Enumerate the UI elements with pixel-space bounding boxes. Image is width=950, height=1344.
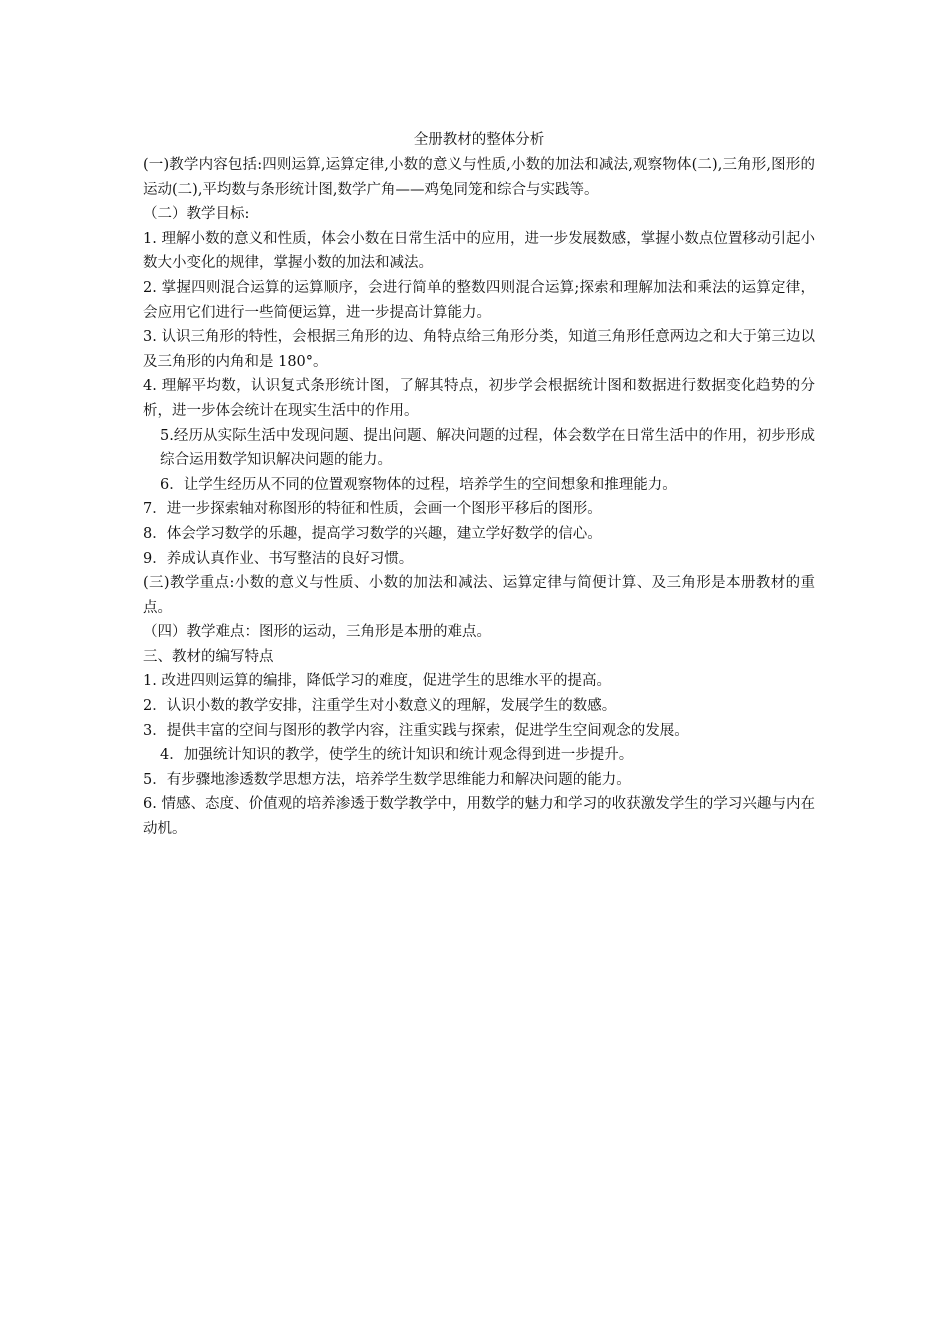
paragraph-key-points: (三)教学重点:小数的意义与性质、小数的加法和减法、运算定律与简便计算、及三角形是本册教材的重点。 — [143, 575, 815, 616]
document-page — [143, 128, 815, 842]
goal-item-9: 9．养成认真作业、书写整洁的良好习惯。 — [143, 550, 414, 567]
goal-item-3: 3. 认识三角形的特性，会根据三角形的边、角特点给三角形分类，知道三角形任意两边之和大于第三边以及三角形的内角和是 180°。 — [143, 329, 815, 370]
goal-item-8: 8．体会学习数学的乐趣，提高学习数学的兴趣，建立学好数学的信心。 — [143, 525, 602, 542]
goal-item-1: 1. 理解小数的意义和性质，体会小数在日常生活中的应用，进一步发展数感，掌握小数点位置移动引起小数大小变化的规律，掌握小数的加法和减法。 — [143, 230, 815, 272]
feature-item-1: 1. 改进四则运算的编排，降低学习的难度，促进学生的思维水平的提高。 — [143, 673, 611, 690]
feature-item-3: 3．提供丰富的空间与图形的教学内容，注重实践与探索，促进学生空间观念的发展。 — [143, 722, 689, 739]
feature-item-4: 4．加强统计知识的教学，使学生的统计知识和统计观念得到进一步提升。 — [160, 747, 634, 764]
heading-teaching-goals: （二）教学目标: — [143, 206, 250, 223]
goal-item-4: 4. 理解平均数，认识复式条形统计图，了解其特点，初步学会根据统计图和数据进行数据变化趋势的分析，进一步体会统计在现实生活中的作用。 — [143, 378, 815, 419]
goal-item-6: 6．让学生经历从不同的位置观察物体的过程，培养学生的空间想象和推理能力。 — [160, 476, 677, 493]
document-title: 全册教材的整体分析 — [413, 132, 545, 148]
feature-item-5: 5．有步骤地渗透数学思想方法，培养学生数学思维能力和解决问题的能力。 — [143, 771, 631, 788]
feature-item-2: 2．认识小数的教学安排，注重学生对小数意义的理解，发展学生的数感。 — [143, 698, 617, 715]
paragraph-teaching-content: (一)教学内容包括:四则运算,运算定律,小数的意义与性质,小数的加法和减法,观察物体(二),三角形,图形的运动(二),平均数与条形统计图,数学广角——鸡兔同笼和综合与实践等。 — [143, 157, 815, 198]
feature-item-6: 6. 情感、态度、价值观的培养渗透于数学教学中，用数学的魅力和学习的收获激发学生的学习兴趣与内在动机。 — [143, 796, 815, 838]
heading-features: 三、教材的编写特点 — [143, 648, 274, 665]
goal-item-5: 5.经历从实际生活中发现问题、提出问题、解决问题的过程，体会数学在日常生活中的作用，初步形成综合运用数学知识解决问题的能力。 — [160, 427, 815, 469]
paragraph-difficulties: （四）教学难点：图形的运动，三角形是本册的难点。 — [143, 624, 491, 641]
goal-item-2: 2. 掌握四则混合运算的运算顺序，会进行简单的整数四则混合运算;探索和理解加法和乘法的运算定律，会应用它们进行一些简便运算，进一步提高计算能力。 — [143, 279, 815, 321]
goal-item-7: 7．进一步探索轴对称图形的特征和性质，会画一个图形平移后的图形。 — [143, 501, 602, 518]
